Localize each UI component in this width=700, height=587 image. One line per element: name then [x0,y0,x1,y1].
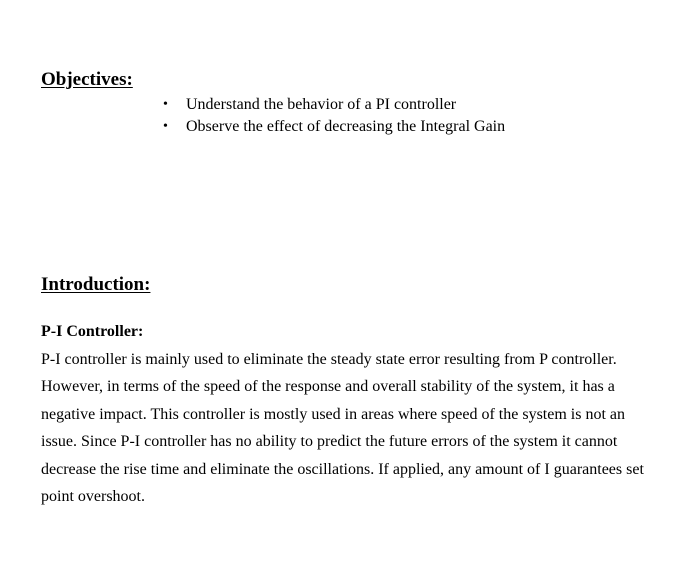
objective-item-text: Understand the behavior of a PI controller [186,96,457,113]
introduction-heading: Introduction: [41,274,151,295]
bullet-icon: • [163,97,168,112]
paragraph-line: point overshoot. [41,488,145,506]
paragraph-line: However, in terms of the speed of the response and overall stability of the system, it has a [41,378,615,396]
objectives-heading: Objectives: [41,69,133,90]
objective-item [160,116,505,138]
objectives-list [160,94,505,138]
paragraph-line: P-I controller is mainly used to eliminate the steady state error resulting from P controller. [41,351,617,368]
pi-controller-subheading: P-I Controller: [41,323,144,340]
introduction-paragraph [41,346,651,510]
objective-item [160,94,505,116]
paragraph-line: issue. Since P-I controller has no ability to predict the future errors of the system it cannot [41,433,618,451]
bullet-icon: • [163,119,168,134]
paragraph-line: decrease the rise time and eliminate the oscillations. If applied, any amount of I guarantees set [41,460,644,478]
paragraph-line: negative impact. This controller is mostly used in areas where speed of the system is not an [41,405,626,423]
objective-item-text: Observe the effect of decreasing the Integral Gain [186,118,506,135]
